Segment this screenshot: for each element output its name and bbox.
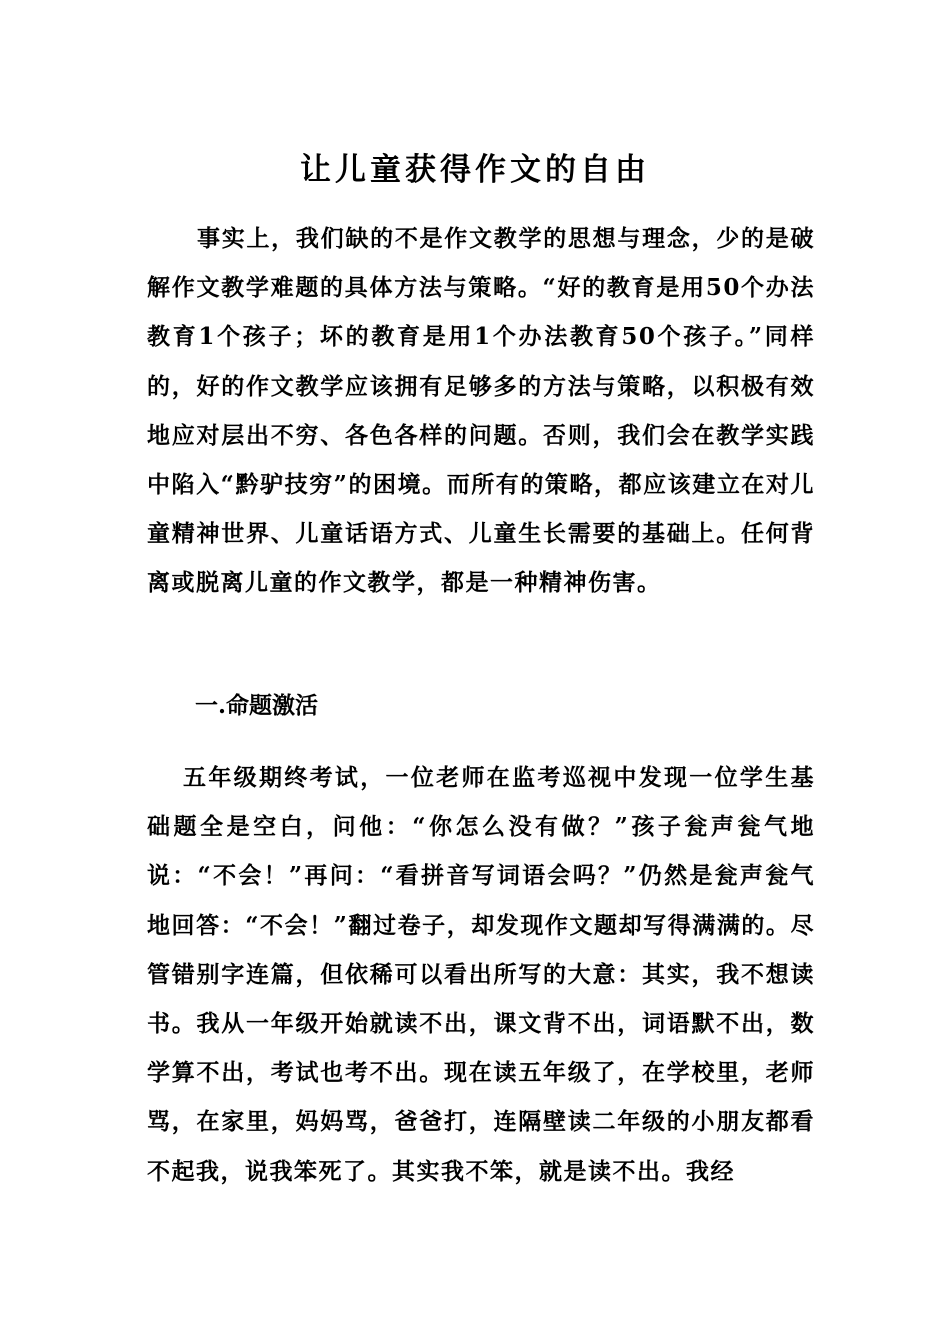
document-title: 让儿童获得作文的自由 — [300, 152, 650, 188]
story-paragraph: 五年级期终考试，一位老师在监考巡视中发现一位学生基础题全是空白，问他：“你怎么没有做？”孩子瓮声瓮气地说：“不会！”再问：“看拼音写词语会吗？”仍然是瓮声瓮气地回答：“不会！”翻过卷子，却发现作文题却写得满满的。尽管错别字连篇，但依稀可以看出所写的大意：其实，我不想读书。我从一年级开始就读不出，课文背不出，词语默不出，数学算不出，考试也考不出。现在读五年级了，在学校里，老师骂，在家里，妈妈骂，爸爸打，连隔壁读二年级的小朋友都看不起我，说我笨死了。其实我不笨，就是读不出。我经 — [147, 764, 815, 1185]
intro-paragraph: 事实上，我们缺的不是作文教学的思想与理念，少的是破解作文教学难题的具体方法与策略。“好的教育是用50个办法教育1个孩子；坏的教育是用1个办法教育50个孩子。”同样的，好的作文教学应该拥有足够多的方法与策略，以积极有效地应对层出不穷、各色各样的问题。否则，我们会在教学实践中陷入“黔驴技穷”的困境。而所有的策略，都应该建立在对儿童精神世界、儿童话语方式、儿童生长需要的基础上。任何背离或脱离儿童的作文教学，都是一种精神伤害。 — [147, 225, 815, 597]
section-heading: 一.命题激活 — [195, 692, 319, 719]
